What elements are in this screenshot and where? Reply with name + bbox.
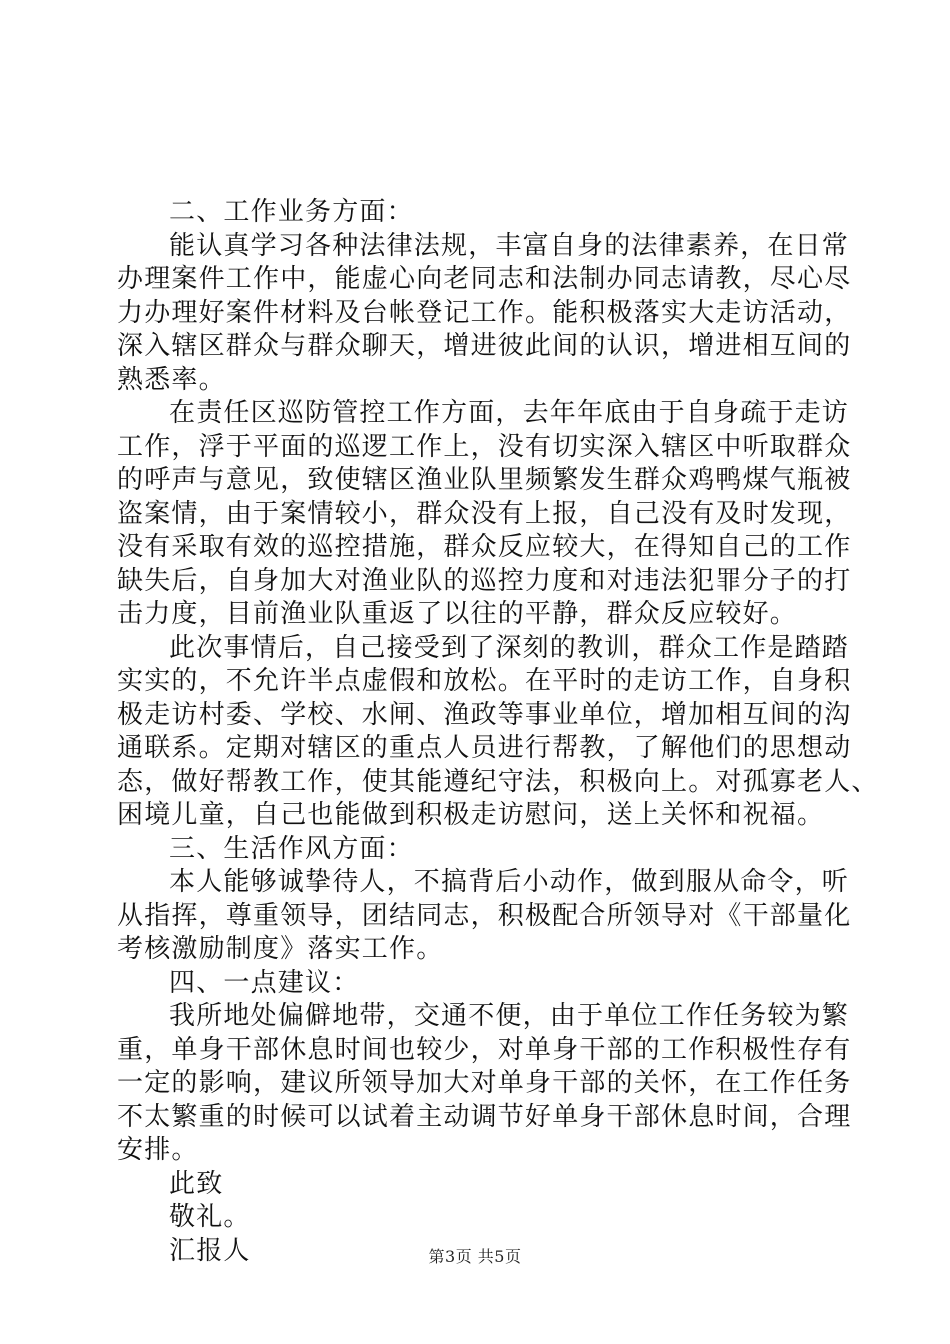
paragraph-line: 三、生活作风方面： [169, 833, 414, 864]
paragraph-line: 工作，浮于平面的巡逻工作上，没有切实深入辖区中听取群众 [117, 431, 852, 462]
paragraph-line: 安排。 [117, 1135, 199, 1165]
paragraph-line: 的呼声与意见，致使辖区渔业队里频繁发生群众鸡鸭煤气瓶被 [117, 465, 852, 495]
paragraph-line: 困境儿童，自己也能做到积极走访慰问，送上关怀和祝福。 [117, 800, 825, 830]
page-indicator: 第3页 共5页 [428, 1247, 522, 1266]
paragraph-p5 [117, 1000, 852, 1168]
paragraph-p3 [117, 632, 879, 833]
paragraph-line: 能认真学习各种法律法规，丰富自身的法律素养，在日常 [169, 230, 850, 261]
paragraph-c2 [117, 1201, 832, 1235]
paragraph-line: 实实的，不允许半点虚假和放松。在平时的走访工作，自身积 [117, 666, 852, 696]
paragraph-line: 本人能够诚挚待人，不搞背后小动作，做到服从命令，听 [169, 867, 850, 897]
paragraph-line: 深入辖区群众与群众聊天，增进彼此间的认识，增进相互间的 [117, 331, 852, 361]
paragraph-line: 通联系。定期对辖区的重点人员进行帮教，了解他们的思想动 [117, 733, 852, 763]
paragraph-line: 此次事情后，自己接受到了深刻的教训，群众工作是踏踏 [169, 632, 850, 663]
paragraph-h2 [117, 196, 832, 230]
paragraph-line: 办理案件工作中，能虚心向老同志和法制办同志请教，尽心尽 [117, 264, 852, 294]
paragraph-line: 力办理好案件材料及台帐登记工作。能积极落实大走访活动， [117, 297, 852, 328]
paragraph-p4 [117, 866, 852, 967]
paragraph-line: 一定的影响，建议所领导加大对单身干部的关怀，在工作任务 [117, 1068, 852, 1098]
paragraph-line: 汇报人 [169, 1235, 251, 1266]
document-body [117, 196, 879, 1268]
paragraph-line: 不太繁重的时候可以试着主动调节好单身干部休息时间，合理 [117, 1101, 852, 1132]
paragraph-line: 考核激励制度》落实工作。 [117, 934, 444, 964]
paragraph-line: 没有采取有效的巡控措施，群众反应较大，在得知自己的工作 [117, 532, 852, 562]
paragraph-line: 我所地处偏僻地带，交通不便，由于单位工作任务较为繁 [169, 1001, 850, 1031]
paragraph-line: 缺失后，自身加大对渔业队的巡控力度和对违法犯罪分子的打 [117, 565, 852, 596]
paragraph-line: 击力度，目前渔业队重返了以往的平静，群众反应较好。 [117, 599, 798, 629]
paragraph-line: 在责任区巡防管控工作方面，去年年底由于自身疏于走访 [169, 398, 850, 428]
paragraph-line: 重，单身干部休息时间也较少，对单身干部的工作积极性存有 [117, 1034, 852, 1065]
paragraph-p1 [117, 230, 852, 398]
paragraph-line: 从指挥，尊重领导，团结同志，积极配合所领导对《干部量化 [117, 900, 852, 931]
paragraph-line: 态，做好帮教工作，使其能遵纪守法，积极向上。对孤寡老人、 [117, 766, 879, 797]
paragraph-h3 [117, 833, 832, 867]
paragraph-h4 [117, 967, 832, 1001]
paragraph-c1 [117, 1168, 832, 1202]
paragraph-p2 [117, 397, 852, 632]
paragraph-line: 盗案情，由于案情较小，群众没有上报，自己没有及时发现， [117, 498, 852, 529]
paragraph-line: 四、一点建议： [169, 967, 360, 998]
paragraph-line: 极走访村委、学校、水闸、渔政等事业单位，增加相互间的沟 [117, 699, 852, 730]
paragraph-line: 熟悉率。 [117, 364, 226, 395]
paragraph-line: 敬礼。 [169, 1202, 251, 1232]
paragraph-line: 此致 [169, 1168, 224, 1199]
paragraph-line: 二、工作业务方面： [169, 197, 414, 227]
